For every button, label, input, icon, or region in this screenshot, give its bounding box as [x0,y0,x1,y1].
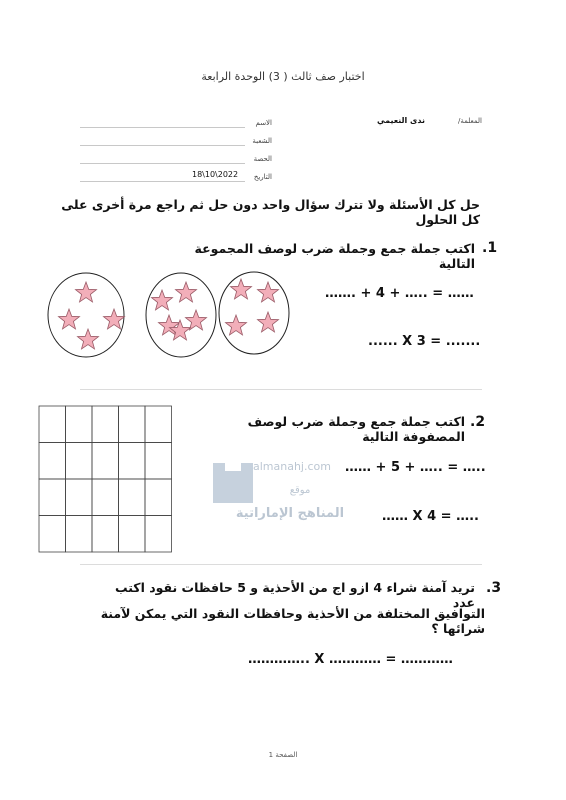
q1-addition-equation[interactable]: ……. + 4 + ….. = …… [325,286,474,301]
grid-cell [66,406,93,443]
grid-cell [39,443,66,480]
q1-number: .1 [482,240,498,256]
teacher-label: المعلمة/ [458,117,482,125]
page-number: الصفحة 1 [268,751,298,759]
grid-cell [145,443,172,480]
watermark-line2: المناهج الإماراتية [235,506,345,521]
star-group2-4 [186,310,207,330]
date-line [80,181,245,182]
grid-cell [39,516,66,553]
watermark-line1: موقع [289,485,311,496]
star-group2-1 [152,290,173,310]
grid-cell [66,443,93,480]
date-value: 18\10\2022 [192,170,239,179]
q2-number: .2 [470,414,486,430]
watermark-notch [225,455,241,471]
watermark-logo [205,455,345,530]
star-group3-2 [258,282,279,302]
grid-cell [39,479,66,516]
grid-cell [145,479,172,516]
separator-1 [80,389,482,390]
grid-cell [92,516,119,553]
teacher-name: ندى النعيمي [377,116,425,125]
q2-addition-equation[interactable]: …… + 5 + ….. = ….. [345,460,486,475]
page-title: اختبار صف ثالث ( 3) الوحدة الرابعة [201,70,365,83]
grid-cell [119,406,146,443]
date-label: التاريخ [253,173,272,181]
star-group2-2 [176,282,197,302]
grid-cell [92,443,119,480]
grid-cell [39,406,66,443]
period-line[interactable] [80,163,245,164]
star-group3-1 [231,279,252,299]
q3-number: .3 [486,580,502,596]
grid-cell [66,516,93,553]
q2-multiplication-equation[interactable]: …… X 4 = ….. [382,509,479,524]
star-group1-3 [104,309,125,329]
q3-text-line2: التوافيق المختلفة من الأحذية وحافظات النقود التي يمكن لآمنة شرائها ؟ [100,606,485,636]
star-group1-2 [59,309,80,329]
name-line[interactable] [80,127,245,128]
grid-cell [119,516,146,553]
star-group3-4 [258,312,279,332]
q2-text: اكتب جملة جمع وجملة ضرب لوصف المصفوفة التالية [247,414,465,444]
period-label: الحصة [253,155,272,163]
grid-cell [119,443,146,480]
star-marks [59,279,279,349]
separator-2 [80,564,482,565]
grid-cell [119,479,146,516]
watermark-site: almanahj.com [253,460,331,473]
star-group3-3 [226,315,247,335]
star-group1-1 [76,282,97,302]
grid-cell [66,479,93,516]
section-line[interactable] [80,145,245,146]
grid-cell [145,406,172,443]
q1-star-groups [44,268,304,368]
grid-cell [92,479,119,516]
name-label: الاسم [255,119,272,127]
grid-cells [39,406,172,552]
grid-cell [145,516,172,553]
section-label: الشعبة [252,137,272,145]
group-circle-3 [219,272,289,354]
q2-array-grid [38,405,173,553]
instructions: حل كل الأسئلة ولا تترك سؤال واحد دون حل ثم راجع مرة أخرى على كل الحلول [61,197,480,227]
q1-text: اكتب جملة جمع وجملة ضرب لوصف المجموعة التالية [194,241,475,271]
q1-multiplication-equation[interactable]: ...... X 3 = ....... [368,334,481,349]
q3-equation[interactable]: ………….. X ………… = ………… [248,652,453,667]
grid-cell [92,406,119,443]
star-group1-extra-1 [78,329,99,349]
q3-text-line1: تريد آمنة شراء 4 ازو اج من الأحذية و 5 حافظات نقود اكتب عدد [114,580,475,610]
group-circle-2 [146,273,216,357]
